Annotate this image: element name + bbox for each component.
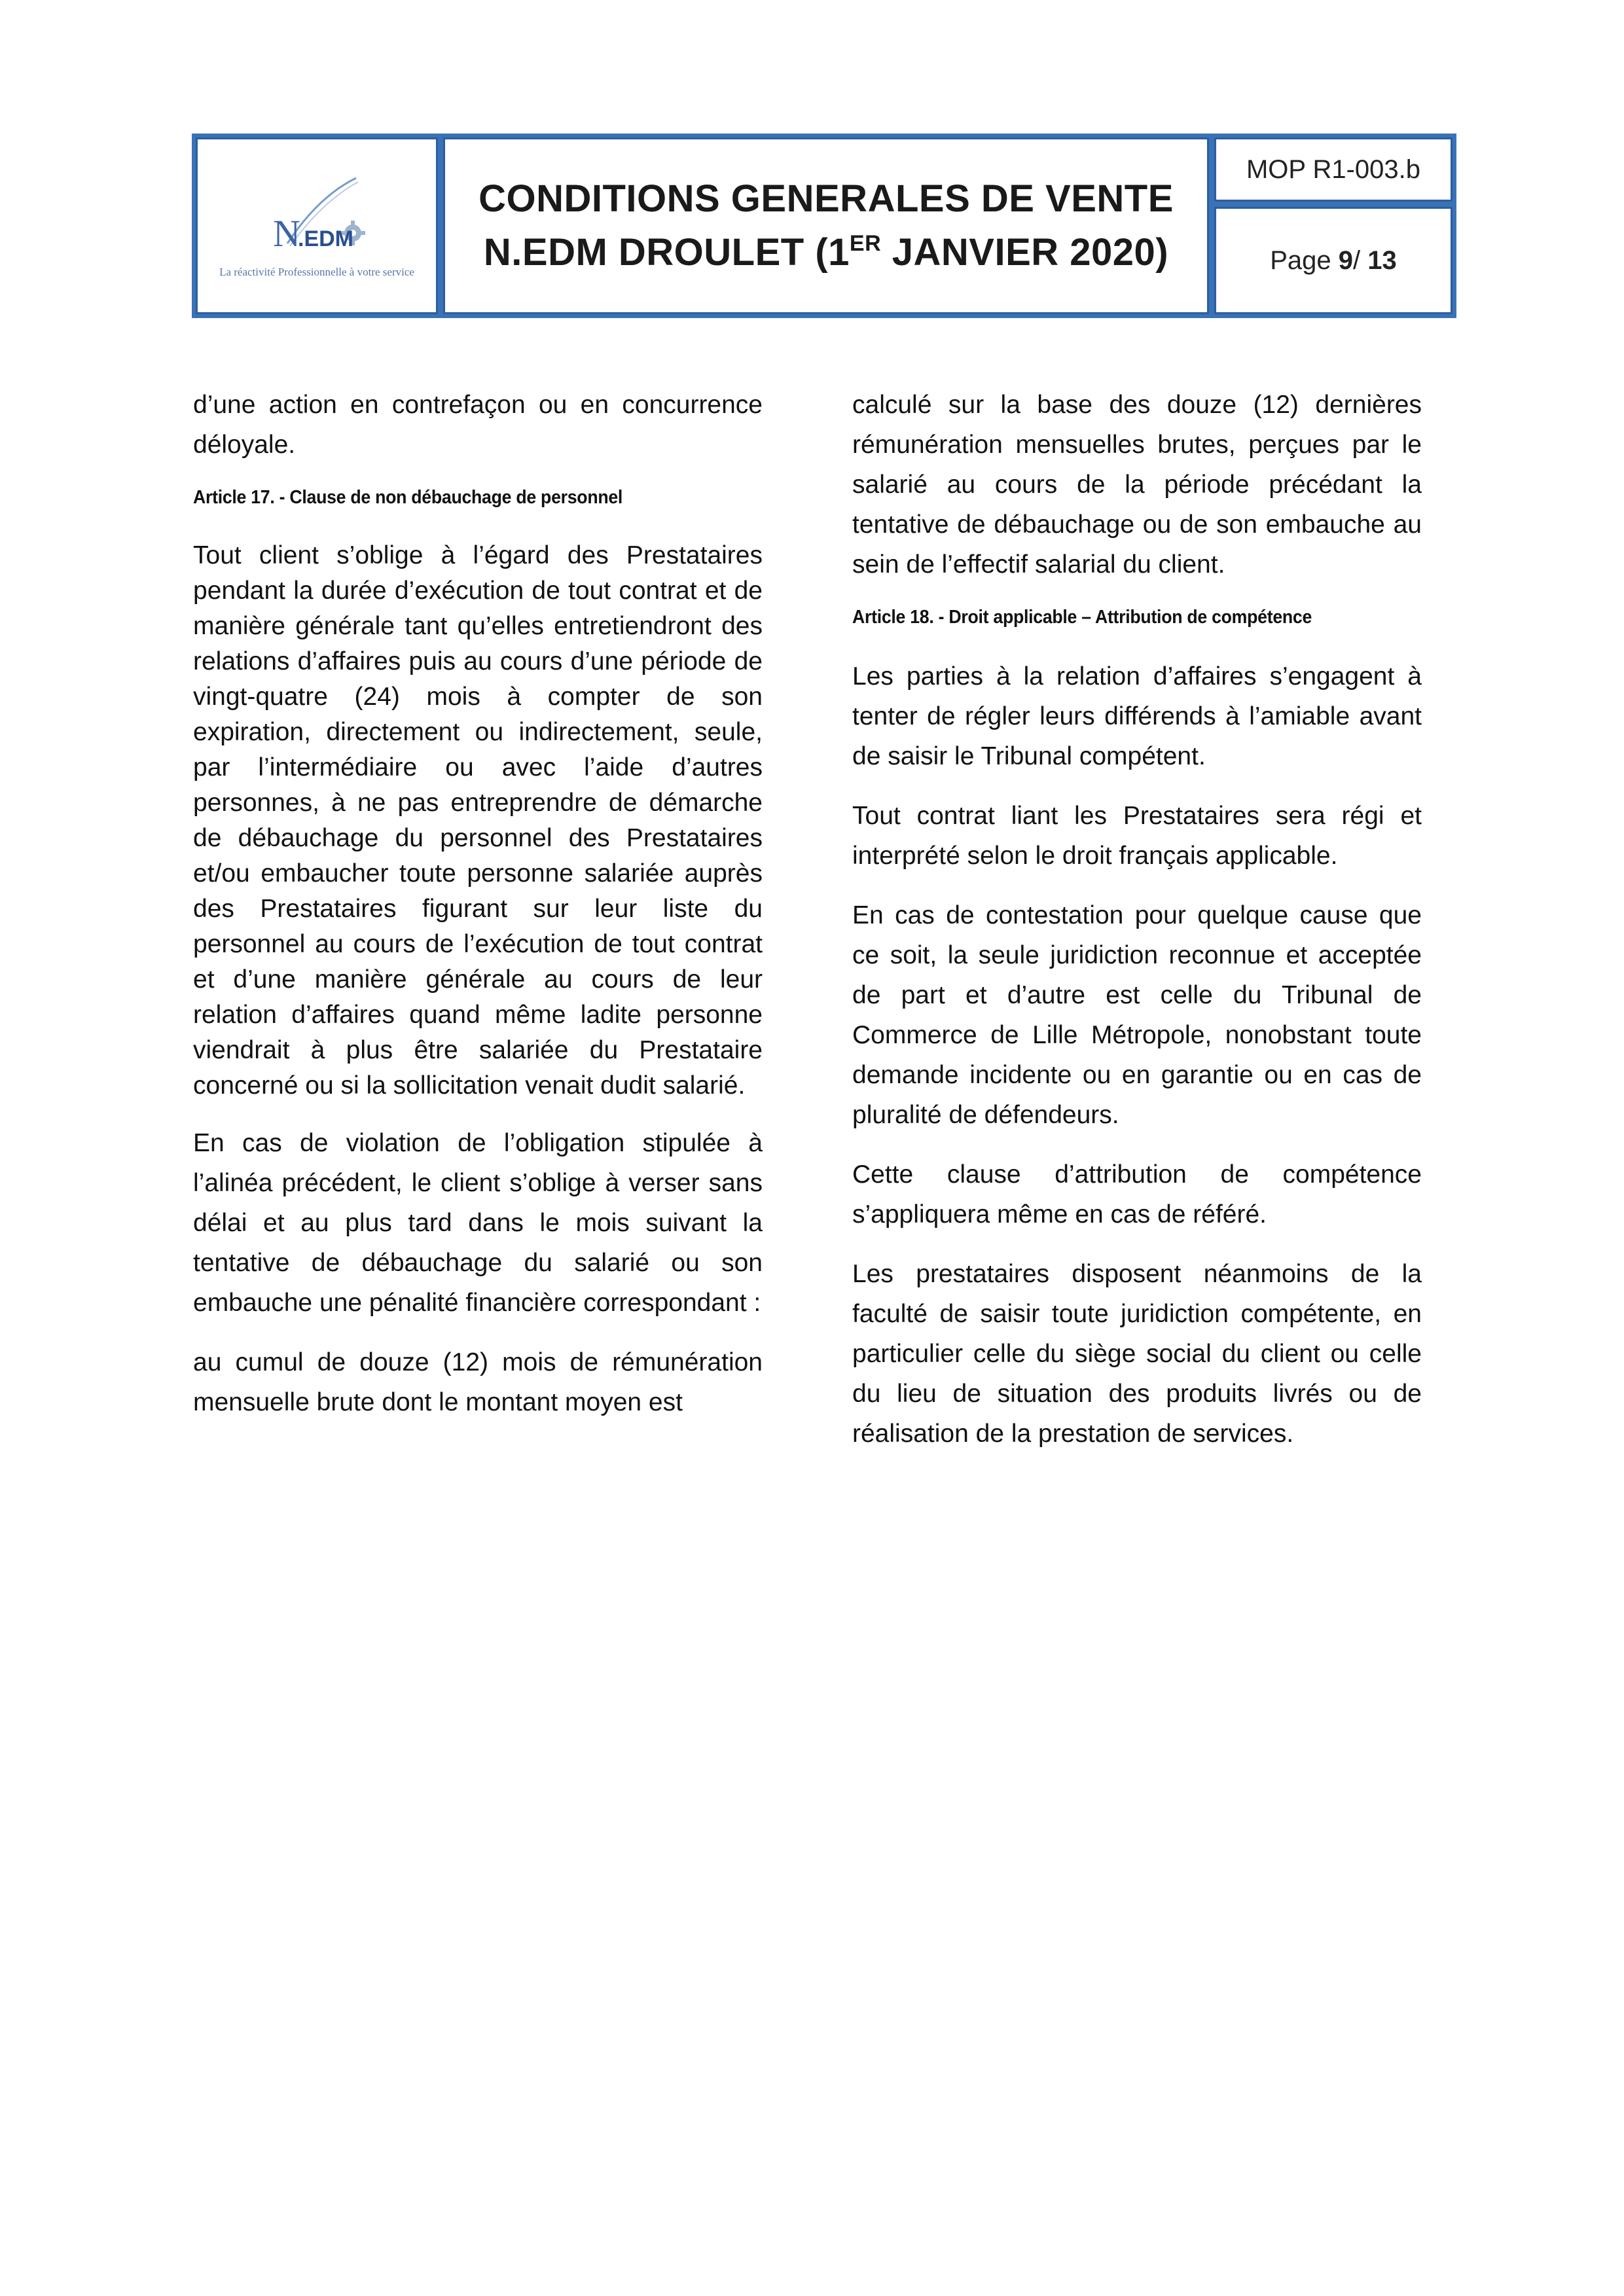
article-17-paragraph-3-continued: calculé sur la base des douze (12) dernières rémunération mensuelles brutes, perçues par le salarié au cours de la période précédant la tentative de débauchage ou de son embauche au sein de l’effectif salarial du client. [852,391,1422,579]
doc-reference: MOP R1-003.b [1246,154,1421,184]
nedm-logo [242,173,392,264]
article-17-heading: Article 17. - Clause de non débauchage de personnel [193,487,623,508]
page-indicator [1270,246,1397,276]
article-18-heading: Article 18. - Droit applicable – Attribution de compétence [852,607,1312,628]
article-17-paragraph-3: au cumul de douze (12) mois de rémunération mensuelle brute dont le montant moyen est [193,1348,763,1416]
article-18-paragraph-4: Cette clause d’attribution de compétence s’appliquera même en cas de référé. [852,1160,1422,1229]
title-line2-superscript: ER [849,231,882,256]
page-label: Page [1270,245,1339,275]
document-title-line1: CONDITIONS GENERALES DE VENTE [478,177,1174,220]
document-header [192,134,1456,318]
document-title-line2 [484,226,1168,279]
doc-ref-cell [1214,137,1453,202]
left-column [193,385,763,1442]
page-number-cell [1214,207,1453,314]
page-separator: / [1353,245,1368,275]
title-line2-prefix: N.EDM DROULET (1 [483,231,850,274]
page-total: 13 [1367,245,1397,275]
article-17-paragraph-2: En cas de violation de l’obligation stipulée à l’alinéa précédent, le client s’oblige à verser sans délai et au plus tard dans le mois suivant la tentative de débauchage du salarié ou son embauche une pénalité financière correspondant : [193,1129,763,1317]
article-18-paragraph-5: Les prestataires disposent néanmoins de la faculté de saisir toute juridiction compétente, en particulier celle du siège social du client ou celle du lieu de situation des produits livrés ou de réalisation de la prestation de services. [852,1260,1422,1448]
logo-letter: N [273,212,300,255]
page-current: 9 [1338,245,1354,275]
logo-tagline: La réactivité Professionnelle à votre service [219,266,414,278]
article-17-paragraph-1: Tout client s’oblige à l’égard des Prestataires pendant la durée d’exécution de tout contrat et de manière générale tant qu’elles entretiendront des relations d’affaires puis au cours d’une période de vingt-quatre (24) mois à compter de son expiration, directement ou indirectement, seule, par l’intermédiaire ou avec l’aide d’autres personnes, à ne pas entreprendre de démarche de débauchage du personnel des Prestataires et/ou embaucher toute personne salariée auprès des Prestataires figurant sur leur liste du personnel au cours de l’exécution de tout contrat et d’une manière générale au cours de leur relation d’affaires quand même ladite personne viendrait à plus être salariée du Prestataire concerné ou si la sollicitation venait dudit salarié. [193,541,763,1100]
logo-wordmark: .EDM [298,226,353,251]
title-cell [443,137,1209,314]
logo-cell [196,137,438,314]
article-18-paragraph-3: En cas de contestation pour quelque cause que ce soit, la seule juridiction reconnue et acceptée de part et d’autre est celle du Tribunal de Commerce de Lille Métropole, nonobstant toute demande incidente ou en garantie ou en cas de pluralité de défendeurs. [852,901,1422,1129]
article-18-paragraph-2: Tout contrat liant les Prestataires sera régi et interprété selon le droit français applicable. [852,802,1422,870]
right-column [852,385,1422,1473]
reference-column [1214,137,1453,314]
article-18-paragraph-1: Les parties à la relation d’affaires s’engagent à tenter de régler leurs différends à l’amiable avant de saisir le Tribunal compétent. [852,662,1422,770]
paragraph-continuation: d’une action en contrefaçon ou en concurrence déloyale. [193,391,763,459]
title-line2-suffix: JANVIER 2020) [881,231,1169,274]
